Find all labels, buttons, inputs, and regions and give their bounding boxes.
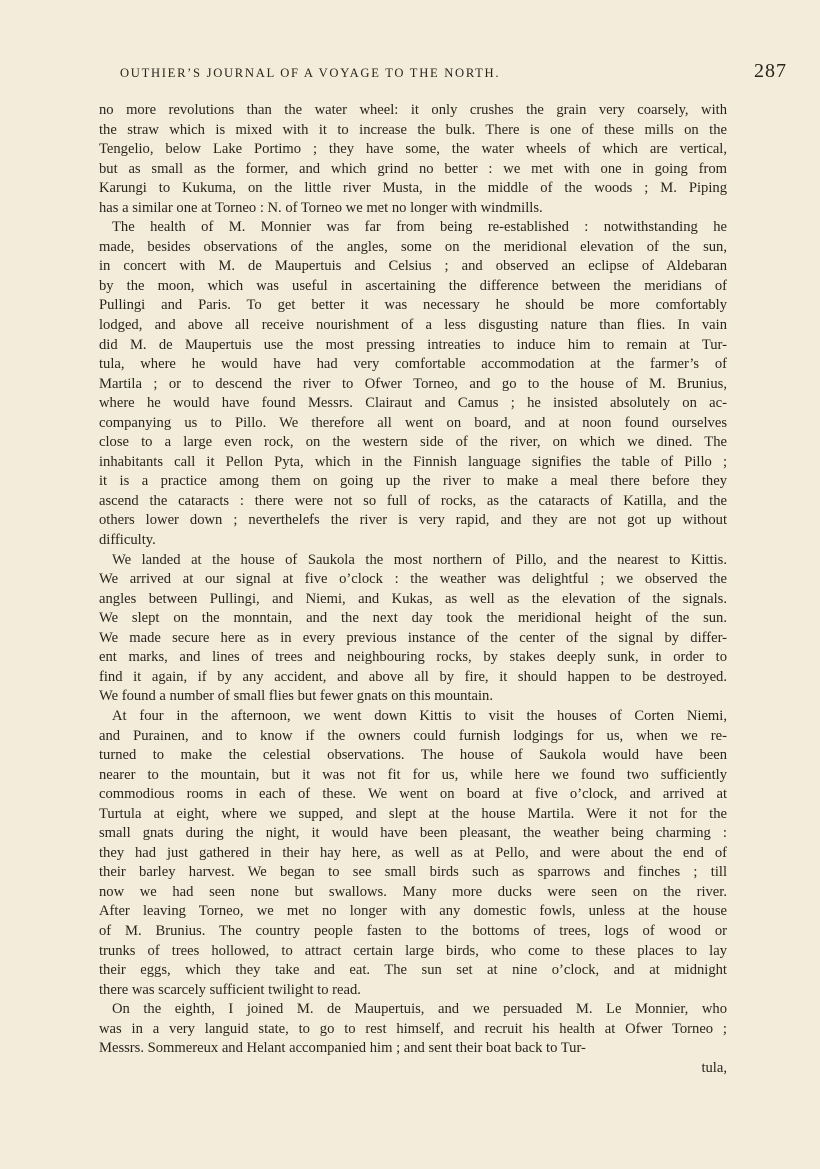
text-line: Messrs. Sommereux and Helant accompanied him ; and sent their boat back to Tur- [99, 1040, 586, 1057]
text-line: did M. de Maupertuis use the most pressing intreaties to induce him to remain at Tur- [99, 336, 727, 353]
text-line: We made secure here as in every previous instance of the center of the signal by differ- [99, 629, 727, 646]
page-header [0, 60, 820, 88]
text-line: now we had seen none but swallows. Many more ducks were seen on the river. [99, 883, 727, 900]
text-line: We arrived at our signal at five o’clock : the weather was delightful ; we observed the [99, 571, 727, 588]
text-line: We found a number of small flies but fewer gnats on this mountain. [99, 688, 493, 705]
text-line: was in a very languid state, to go to rest himself, and recruit his health at Ofwer Torneo ; [99, 1020, 727, 1037]
catchword: tula, [701, 1059, 727, 1076]
paragraph [99, 551, 727, 707]
text-line: made, besides observations of the angles, some on the meridional elevation of the sun, [99, 238, 727, 255]
text-line: ascend the cataracts : there were not so full of rocks, as the cataracts of Katilla, and the [99, 492, 727, 509]
paragraph [99, 101, 727, 218]
text-line: Karungi to Kukuma, on the little river Musta, in the middle of the woods ; M. Piping [99, 180, 727, 197]
text-line: but as small as the former, and which grind no better : we met with one in going from [99, 160, 727, 177]
text-line: the straw which is mixed with it to increase the bulk. There is one of these mills on the [99, 121, 727, 138]
text-line: Martila ; or to descend the river to Ofwer Torneo, and go to the house of M. Brunius, [99, 375, 727, 392]
text-line: in concert with M. de Maupertuis and Celsius ; and observed an eclipse of Aldebaran [99, 258, 727, 275]
text-line: they had just gathered in their hay here, as well as at Pello, and were about the end of [99, 844, 727, 861]
text-line: After leaving Torneo, we met no longer with any domestic fowls, unless at the house [99, 903, 727, 920]
text-line: by the moon, which was useful in ascertaining the difference between the meridians of [99, 277, 727, 294]
text-line: their barley harvest. We began to see small birds such as sparrows and finches ; till [99, 864, 727, 881]
text-line: tula, where he would have had very comfortable accommodation at the farmer’s of [99, 356, 727, 373]
body-text [99, 101, 727, 1078]
text-line: where he would have found Messrs. Clairaut and Camus ; he insisted absolutely on ac- [99, 395, 727, 412]
page-number: 287 [754, 60, 787, 82]
text-line: We landed at the house of Saukola the most northern of Pillo, and the nearest to Kittis. [112, 551, 727, 568]
text-line: angles between Pullingi, and Niemi, and Kukas, as well as the elevation of the signals. [99, 590, 727, 607]
text-line: trunks of trees hollowed, to attract certain large birds, who come to these places to lay [99, 942, 727, 959]
text-line: lodged, and above all receive nourishment of a less disgusting nature than flies. In vain [99, 317, 727, 334]
text-line: Tengelio, below Lake Portimo ; they have some, the water wheels of which are vertical, [99, 141, 727, 158]
text-line: commodious rooms in each of these. We went on board at five o’clock, and arrived at [99, 786, 727, 803]
text-line: no more revolutions than the water wheel: it only crushes the grain very coarsely, with [99, 102, 727, 118]
text-line: difficulty. [99, 532, 156, 549]
text-line: turned to make the celestial observations. The house of Saukola would have been [99, 747, 727, 764]
text-line: inhabitants call it Pellon Pyta, which in the Finnish language signifies the table of Pillo ; [99, 453, 727, 470]
paragraph [99, 1000, 727, 1059]
text-line: has a similar one at Torneo : N. of Torneo we met no longer with windmills. [99, 199, 543, 216]
text-line: their eggs, which they take and eat. The sun set at nine o’clock, and at midnight [99, 962, 727, 979]
text-line: close to a large even rock, on the western side of the river, on which we dined. The [99, 434, 727, 451]
text-line: The health of M. Monnier was far from being re-established : notwithstanding he [112, 219, 727, 236]
text-line: On the eighth, I joined M. de Maupertuis, and we persuaded M. Le Monnier, who [112, 1001, 727, 1018]
text-line: others lower down ; neverthelefs the river is very rapid, and they are not got up without [99, 512, 727, 529]
running-head: OUTHIER’S JOURNAL OF A VOYAGE TO THE NORTH. [120, 66, 501, 80]
paragraph [99, 707, 727, 1000]
text-line: there was scarcely sufficient twilight to read. [99, 981, 361, 998]
text-line: and Purainen, and to know if the owners could furnish lodgings for us, when we re- [99, 727, 727, 744]
text-line: companying us to Pillo. We therefore all went on board, and at noon found ourselves [99, 414, 727, 431]
text-line: Pullingi and Paris. To get better it was necessary he should be more comfortably [99, 297, 727, 314]
text-line: find it again, if by any accident, and above all by fire, it should happen to be destroyed. [99, 668, 727, 685]
text-line: ent marks, and lines of trees and neighbouring rocks, by stakes deeply sunk, in order to [99, 649, 727, 666]
text-line: nearer to the mountain, but it was not fit for us, while here we found two sufficiently [99, 766, 727, 783]
text-line: Turtula at eight, where we supped, and slept at the house Martila. Were it not for the [99, 805, 727, 822]
text-line: We slept on the monntain, and the next day took the meridional height of the sun. [99, 610, 727, 627]
text-line: of M. Brunius. The country people fasten to the bottoms of trees, logs of wood or [99, 922, 727, 939]
text-line: small gnats during the night, it would have been pleasant, the weather being charming : [99, 825, 727, 842]
paragraph [99, 218, 727, 550]
text-line: At four in the afternoon, we went down Kittis to visit the houses of Corten Niemi, [112, 707, 727, 724]
text-line: it is a practice among them on going up the river to make a meal there before they [99, 473, 727, 490]
